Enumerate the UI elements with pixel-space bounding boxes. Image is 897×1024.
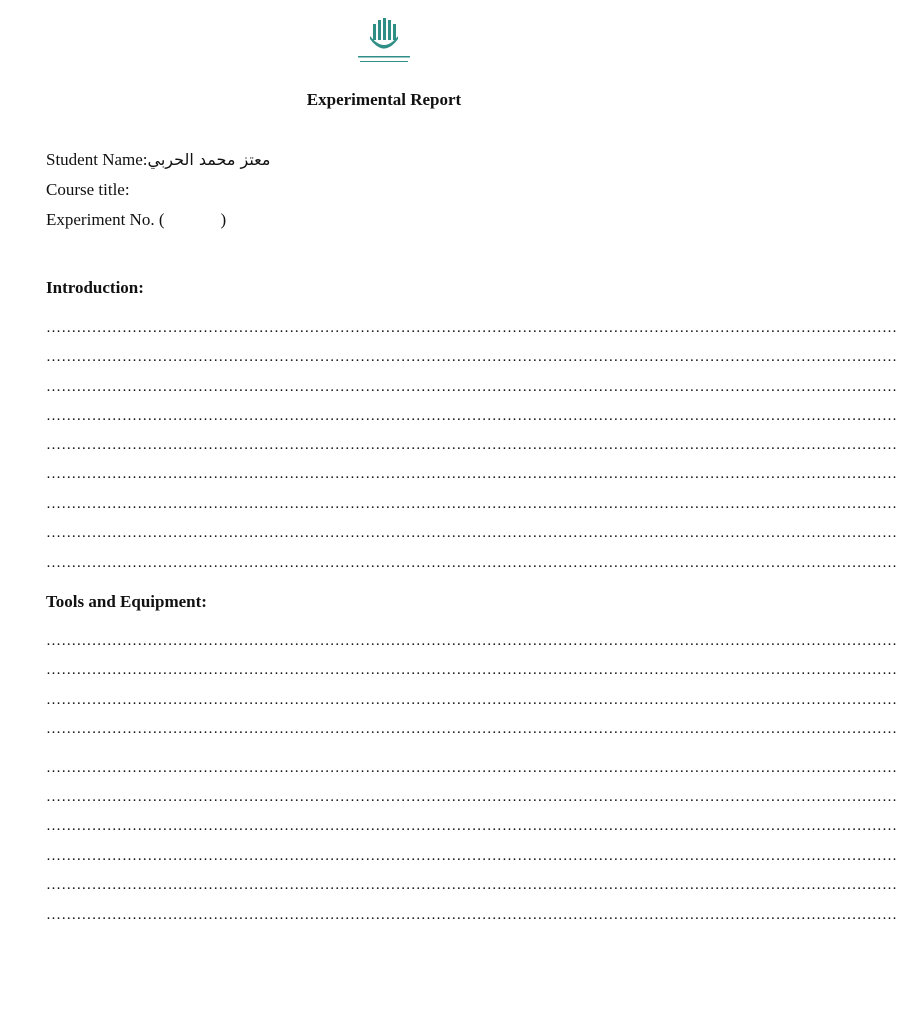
experiment-number-close: )	[220, 210, 227, 229]
introduction-line: ……………………………………………………………………………………………………………………………………………………	[46, 320, 897, 336]
experiment-number-row	[46, 210, 226, 230]
page-title: Experimental Report	[306, 90, 462, 109]
tools-line: ……………………………………………………………………………………………………………………………………………………	[46, 877, 897, 893]
introduction-line: ……………………………………………………………………………………………………………………………………………………	[46, 349, 897, 365]
tools-line: ……………………………………………………………………………………………………………………………………………………	[46, 721, 897, 737]
tools-line: ……………………………………………………………………………………………………………………………………………………	[46, 692, 897, 708]
tools-line: ……………………………………………………………………………………………………………………………………………………	[46, 662, 897, 678]
course-title-label: Course title:	[46, 180, 130, 199]
university-logo-icon	[350, 16, 418, 68]
tools-line: ……………………………………………………………………………………………………………………………………………………	[46, 848, 897, 864]
student-name-label: Student Name:	[46, 150, 148, 169]
introduction-line: ……………………………………………………………………………………………………………………………………………………	[46, 379, 897, 395]
experiment-number-label: Experiment No. (	[46, 210, 165, 229]
introduction-heading: Introduction:	[46, 278, 144, 297]
university-logo	[350, 16, 418, 68]
tools-line: ……………………………………………………………………………………………………………………………………………………	[46, 633, 897, 649]
introduction-line: ……………………………………………………………………………………………………………………………………………………	[46, 408, 897, 424]
tools-equipment-heading: Tools and Equipment:	[46, 592, 207, 611]
student-name-value: معتز محمد الحربي	[147, 150, 271, 169]
tools-line: ……………………………………………………………………………………………………………………………………………………	[46, 818, 897, 834]
tools-line: ……………………………………………………………………………………………………………………………………………………	[46, 907, 897, 923]
course-title-row	[46, 180, 130, 200]
tools-line: ……………………………………………………………………………………………………………………………………………………	[46, 789, 897, 805]
student-name-row	[46, 150, 270, 170]
introduction-line: ……………………………………………………………………………………………………………………………………………………	[46, 437, 897, 453]
introduction-line: ……………………………………………………………………………………………………………………………………………………	[46, 555, 897, 571]
introduction-line: ……………………………………………………………………………………………………………………………………………………	[46, 496, 897, 512]
tools-line: ……………………………………………………………………………………………………………………………………………………	[46, 760, 897, 776]
introduction-line: ……………………………………………………………………………………………………………………………………………………	[46, 466, 897, 482]
introduction-line: ……………………………………………………………………………………………………………………………………………………	[46, 525, 897, 541]
